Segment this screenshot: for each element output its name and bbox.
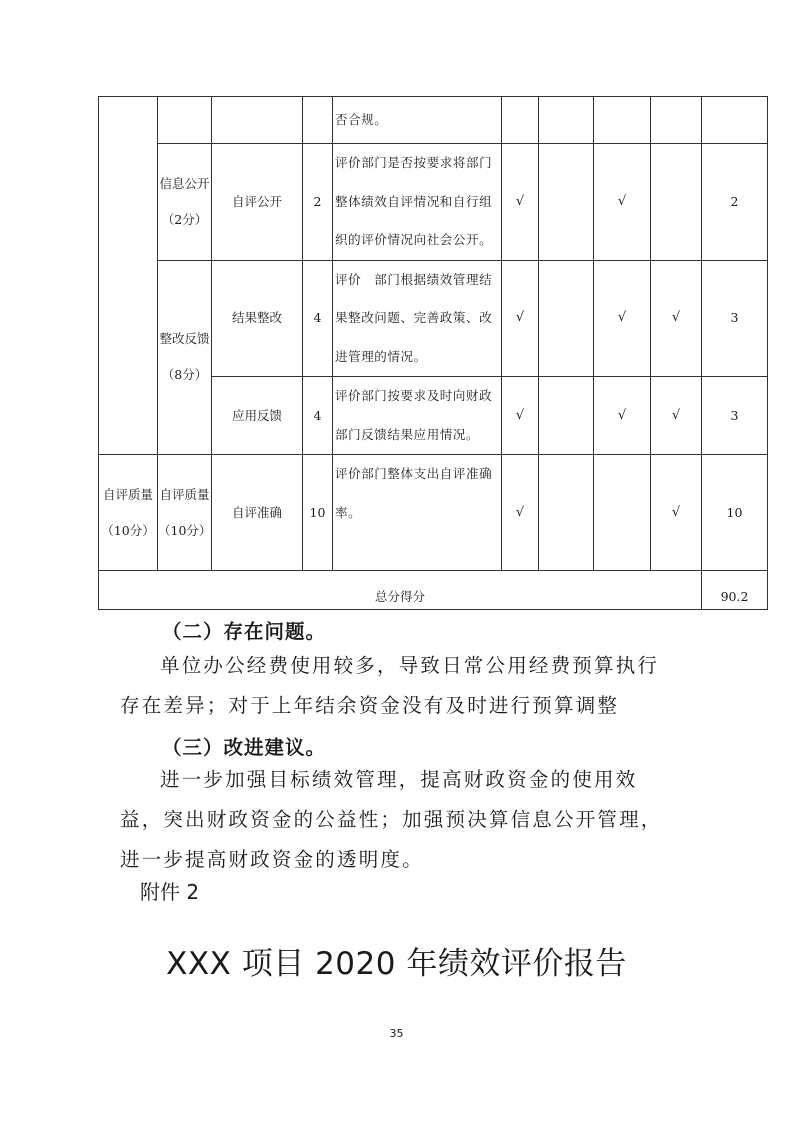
check-cell — [539, 455, 594, 571]
weight-cell — [303, 97, 333, 144]
item-cell: 自评公开 — [212, 144, 303, 261]
category-level2-cell: 信息公开（2分） — [158, 144, 212, 261]
description-cell: 评价 部门根据绩效管理结果整改问题、完善政策、改进管理的情况。 — [333, 260, 502, 377]
category-level2-cell: 自评质量（10分） — [158, 455, 212, 571]
check-cell — [651, 97, 702, 144]
category-level2-cell — [158, 97, 212, 144]
weight-cell: 10 — [303, 455, 333, 571]
item-cell: 应用反馈 — [212, 377, 303, 455]
result-cell: 10 — [702, 455, 768, 571]
check-cell — [502, 97, 539, 144]
check-cell — [594, 455, 651, 571]
check-cell — [539, 144, 594, 261]
description-cell: 评价部门整体支出自评准确率。 — [333, 455, 502, 571]
check-cell: √ — [502, 455, 539, 571]
result-cell — [702, 97, 768, 144]
result-cell: 2 — [702, 144, 768, 261]
check-cell: √ — [594, 144, 651, 261]
category-level2-cell: 整改反馈（8分） — [158, 260, 212, 455]
table-row — [99, 260, 768, 377]
attachment-label: 附件 2 — [140, 880, 200, 904]
check-cell: √ — [502, 260, 539, 377]
check-cell: √ — [651, 260, 702, 377]
category-level1-cell: 自评质量（10分） — [99, 455, 158, 571]
item-cell: 结果整改 — [212, 260, 303, 377]
result-cell: 3 — [702, 260, 768, 377]
suggestions-heading: （三）改进建议。 — [162, 736, 327, 759]
total-label: 总分得分 — [99, 571, 702, 610]
check-cell: √ — [594, 260, 651, 377]
table-row — [99, 97, 768, 144]
check-cell: √ — [651, 377, 702, 455]
suggestions-paragraph: 进一步加强目标绩效管理，提高财政资金的使用效益，突出财政资金的公益性；加强预决算信息公开管理，进一步提高财政资金的透明度。 — [120, 768, 663, 871]
description-cell: 否合规。 — [333, 97, 502, 144]
item-cell: 自评准确 — [212, 455, 303, 571]
result-cell: 3 — [702, 377, 768, 455]
check-cell: √ — [502, 144, 539, 261]
check-cell — [594, 97, 651, 144]
check-cell: √ — [502, 377, 539, 455]
report-title: XXX 项目 2020 年绩效评价报告 — [166, 946, 627, 982]
description-cell: 评价部门是否按要求将部门整体绩效自评情况和自行组织的评价情况向社会公开。 — [333, 144, 502, 261]
table-row — [99, 144, 768, 261]
item-cell — [212, 97, 303, 144]
problems-heading: （二）存在问题。 — [162, 620, 327, 643]
check-cell — [651, 144, 702, 261]
weight-cell: 4 — [303, 260, 333, 377]
evaluation-score-table — [98, 96, 768, 610]
check-cell — [539, 377, 594, 455]
check-cell: √ — [651, 455, 702, 571]
weight-cell: 2 — [303, 144, 333, 261]
check-cell: √ — [594, 377, 651, 455]
problems-paragraph: 单位办公经费使用较多，导致日常公用经费预算执行存在差异；对于上年结余资金没有及时进行预算调整 — [120, 654, 660, 717]
total-value: 90.2 — [702, 571, 768, 610]
check-cell — [539, 97, 594, 144]
description-cell: 评价部门按要求及时向财政部门反馈结果应用情况。 — [333, 377, 502, 455]
category-level1-cell — [99, 97, 158, 455]
total-row — [99, 571, 768, 610]
table-row — [99, 455, 768, 571]
check-cell — [539, 260, 594, 377]
weight-cell: 4 — [303, 377, 333, 455]
page-number: 35 — [389, 1027, 404, 1040]
